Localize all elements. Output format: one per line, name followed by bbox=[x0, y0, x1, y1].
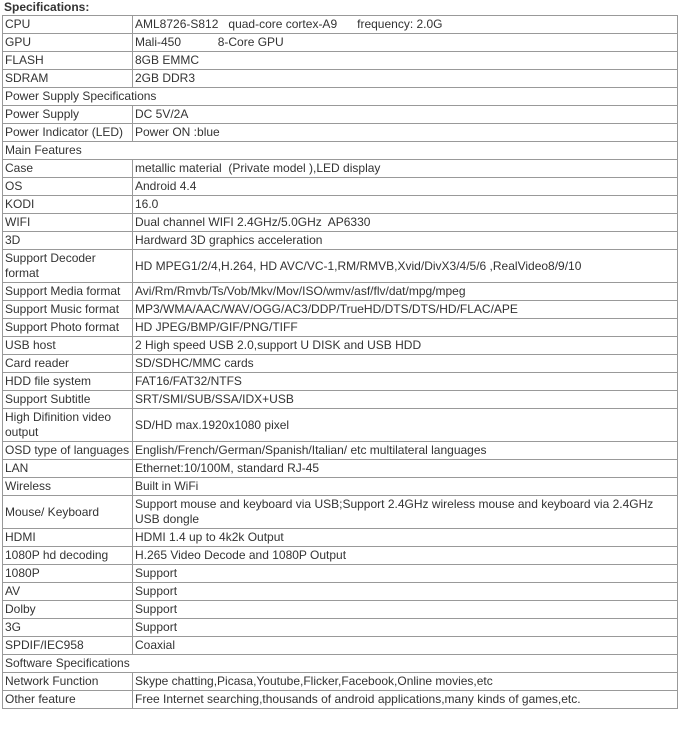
spec-row bbox=[3, 160, 678, 178]
spec-label: Power Supply bbox=[3, 106, 133, 124]
spec-label: SPDIF/IEC958 bbox=[3, 637, 133, 655]
spec-label: Support Music format bbox=[3, 301, 133, 319]
section-row bbox=[3, 142, 678, 160]
spec-row bbox=[3, 178, 678, 196]
spec-label: 1080P hd decoding bbox=[3, 547, 133, 565]
spec-row bbox=[3, 478, 678, 496]
spec-value: HD JPEG/BMP/GIF/PNG/TIFF bbox=[133, 319, 678, 337]
spec-row bbox=[3, 373, 678, 391]
section-title: Software Specifications bbox=[3, 655, 678, 673]
spec-row bbox=[3, 214, 678, 232]
spec-label: OSD type of languages bbox=[3, 442, 133, 460]
spec-value: SD/HD max.1920x1080 pixel bbox=[133, 409, 678, 442]
spec-value: FAT16/FAT32/NTFS bbox=[133, 373, 678, 391]
spec-value: Power ON :blue bbox=[133, 124, 678, 142]
page-heading: Specifications: bbox=[4, 0, 90, 14]
spec-row bbox=[3, 673, 678, 691]
spec-row bbox=[3, 319, 678, 337]
spec-label: LAN bbox=[3, 460, 133, 478]
spec-value: Avi/Rm/Rmvb/Ts/Vob/Mkv/Mov/ISO/wmv/asf/flv/dat/mpg/mpeg bbox=[133, 283, 678, 301]
spec-label: High Difinition video output bbox=[3, 409, 133, 442]
spec-row bbox=[3, 529, 678, 547]
spec-label: CPU bbox=[3, 16, 133, 34]
spec-label: HDD file system bbox=[3, 373, 133, 391]
spec-label: Support Photo format bbox=[3, 319, 133, 337]
spec-row bbox=[3, 250, 678, 283]
spec-value: Free Internet searching,thousands of android applications,many kinds of games,etc. bbox=[133, 691, 678, 709]
section-title: Main Features bbox=[3, 142, 678, 160]
spec-row bbox=[3, 442, 678, 460]
spec-row bbox=[3, 601, 678, 619]
spec-row bbox=[3, 355, 678, 373]
spec-row bbox=[3, 691, 678, 709]
section-row bbox=[3, 655, 678, 673]
spec-row bbox=[3, 16, 678, 34]
spec-label: 1080P bbox=[3, 565, 133, 583]
spec-label: Dolby bbox=[3, 601, 133, 619]
spec-row bbox=[3, 34, 678, 52]
spec-row bbox=[3, 391, 678, 409]
spec-label: SDRAM bbox=[3, 70, 133, 88]
spec-label: OS bbox=[3, 178, 133, 196]
spec-row bbox=[3, 196, 678, 214]
spec-label: USB host bbox=[3, 337, 133, 355]
spec-value: Hardward 3D graphics acceleration bbox=[133, 232, 678, 250]
spec-row bbox=[3, 301, 678, 319]
spec-value: Coaxial bbox=[133, 637, 678, 655]
spec-value: 16.0 bbox=[133, 196, 678, 214]
spec-row bbox=[3, 619, 678, 637]
spec-table bbox=[2, 15, 678, 709]
spec-value: metallic material (Private model ),LED display bbox=[133, 160, 678, 178]
spec-value: DC 5V/2A bbox=[133, 106, 678, 124]
spec-label: AV bbox=[3, 583, 133, 601]
spec-label: 3D bbox=[3, 232, 133, 250]
section-row bbox=[3, 88, 678, 106]
spec-value: AML8726-S812 quad-core cortex-A9 frequency: 2.0G bbox=[133, 16, 678, 34]
spec-label: Support Media format bbox=[3, 283, 133, 301]
spec-label: Support Subtitle bbox=[3, 391, 133, 409]
spec-label: KODI bbox=[3, 196, 133, 214]
spec-value: Built in WiFi bbox=[133, 478, 678, 496]
spec-table-body bbox=[3, 16, 678, 709]
spec-label: FLASH bbox=[3, 52, 133, 70]
spec-row bbox=[3, 583, 678, 601]
spec-value: 8GB EMMC bbox=[133, 52, 678, 70]
spec-value: Support mouse and keyboard via USB;Support 2.4GHz wireless mouse and keyboard via 2.4GHz USB dongle bbox=[133, 496, 678, 529]
spec-row bbox=[3, 547, 678, 565]
spec-row bbox=[3, 409, 678, 442]
spec-row bbox=[3, 565, 678, 583]
spec-value: HD MPEG1/2/4,H.264, HD AVC/VC-1,RM/RMVB,Xvid/DivX3/4/5/6 ,RealVideo8/9/10 bbox=[133, 250, 678, 283]
spec-label: Other feature bbox=[3, 691, 133, 709]
spec-row bbox=[3, 124, 678, 142]
spec-row bbox=[3, 283, 678, 301]
spec-value: Mali-450 8-Core GPU bbox=[133, 34, 678, 52]
spec-row bbox=[3, 337, 678, 355]
spec-value: MP3/WMA/AAC/WAV/OGG/AC3/DDP/TrueHD/DTS/DTS/HD/FLAC/APE bbox=[133, 301, 678, 319]
spec-label: Wireless bbox=[3, 478, 133, 496]
spec-label: Power Indicator (LED) bbox=[3, 124, 133, 142]
spec-row bbox=[3, 460, 678, 478]
spec-value: Ethernet:10/100M, standard RJ-45 bbox=[133, 460, 678, 478]
spec-label: Card reader bbox=[3, 355, 133, 373]
spec-value: SD/SDHC/MMC cards bbox=[133, 355, 678, 373]
spec-value: SRT/SMI/SUB/SSA/IDX+USB bbox=[133, 391, 678, 409]
spec-value: HDMI 1.4 up to 4k2k Output bbox=[133, 529, 678, 547]
spec-label: Network Function bbox=[3, 673, 133, 691]
spec-value: Support bbox=[133, 565, 678, 583]
spec-value: Support bbox=[133, 619, 678, 637]
spec-value: English/French/German/Spanish/Italian/ etc multilateral languages bbox=[133, 442, 678, 460]
spec-value: 2GB DDR3 bbox=[133, 70, 678, 88]
spec-row bbox=[3, 637, 678, 655]
spec-value: Dual channel WIFI 2.4GHz/5.0GHz AP6330 bbox=[133, 214, 678, 232]
spec-label: HDMI bbox=[3, 529, 133, 547]
spec-row bbox=[3, 496, 678, 529]
spec-row bbox=[3, 106, 678, 124]
spec-label: WIFI bbox=[3, 214, 133, 232]
section-title: Power Supply Specifications bbox=[3, 88, 678, 106]
spec-value: Support bbox=[133, 601, 678, 619]
spec-label: GPU bbox=[3, 34, 133, 52]
spec-value: Skype chatting,Picasa,Youtube,Flicker,Facebook,Online movies,etc bbox=[133, 673, 678, 691]
spec-row bbox=[3, 232, 678, 250]
spec-label: Support Decoder format bbox=[3, 250, 133, 283]
spec-row bbox=[3, 52, 678, 70]
spec-value: 2 High speed USB 2.0,support U DISK and USB HDD bbox=[133, 337, 678, 355]
spec-value: Android 4.4 bbox=[133, 178, 678, 196]
spec-label: 3G bbox=[3, 619, 133, 637]
spec-value: H.265 Video Decode and 1080P Output bbox=[133, 547, 678, 565]
spec-value: Support bbox=[133, 583, 678, 601]
spec-label: Mouse/ Keyboard bbox=[3, 496, 133, 529]
spec-label: Case bbox=[3, 160, 133, 178]
spec-row bbox=[3, 70, 678, 88]
